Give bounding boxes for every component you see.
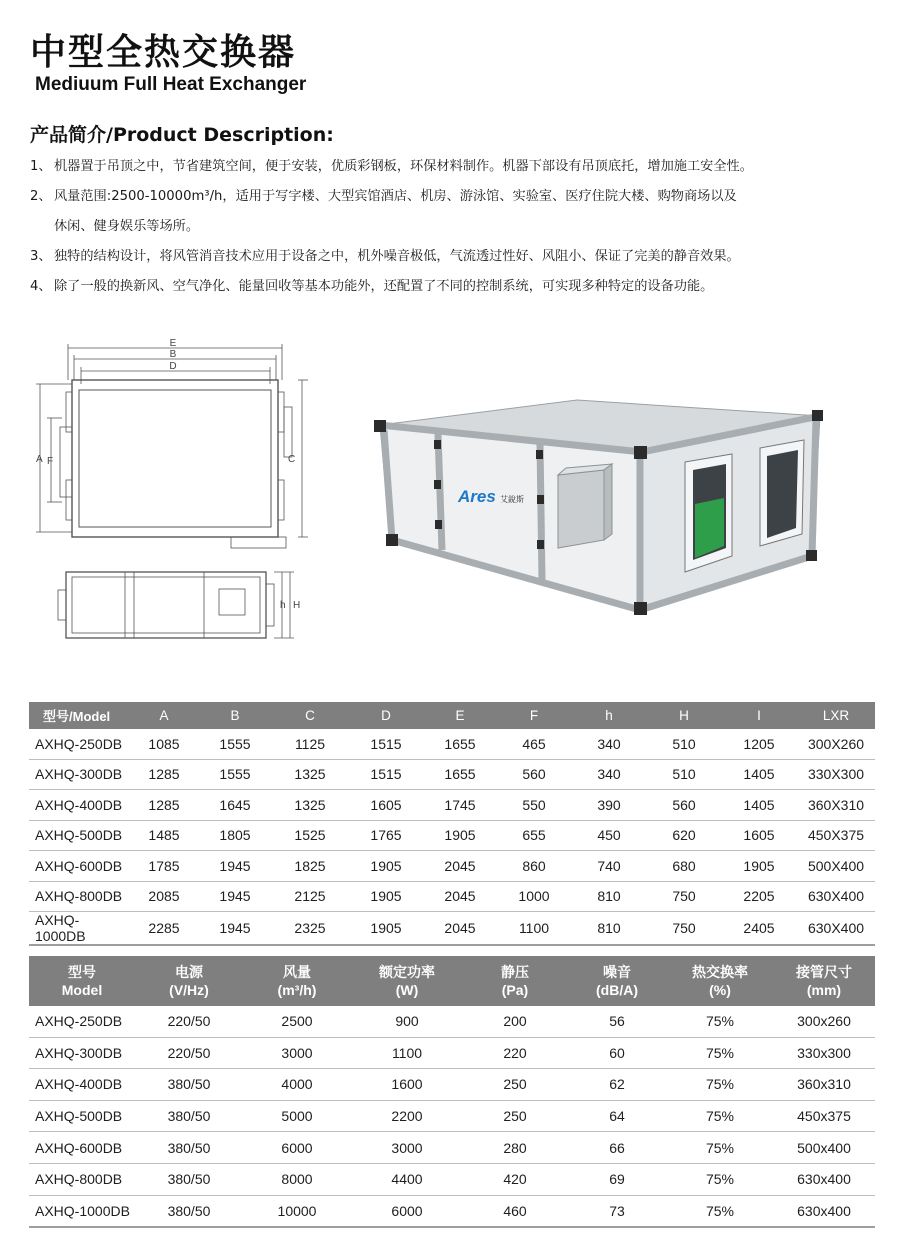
value-cell: 1745 [423, 790, 497, 821]
value-cell: 1945 [199, 912, 271, 946]
value-cell: 390 [571, 790, 647, 821]
model-cell: AXHQ-400DB [29, 790, 129, 821]
value-cell: 220 [463, 1037, 567, 1069]
header-cell-cn: 静压 [501, 964, 529, 980]
model-cell: AXHQ-300DB [29, 759, 129, 790]
table-row [29, 912, 875, 946]
value-cell: 2045 [423, 912, 497, 946]
value-cell: 1555 [199, 759, 271, 790]
value-cell: 1605 [349, 790, 423, 821]
value-cell: 380/50 [135, 1132, 243, 1164]
header-cell: B [199, 702, 271, 729]
header-cell-unit: (V/Hz) [169, 982, 209, 998]
value-cell: 630x400 [773, 1195, 875, 1227]
value-cell: 2285 [129, 912, 199, 946]
header-cell: h [571, 702, 647, 729]
value-cell: 3000 [243, 1037, 351, 1069]
header-cell: 型号/Model [29, 702, 129, 729]
table-row [29, 881, 875, 912]
table-row [29, 1069, 875, 1101]
value-cell: 1805 [199, 820, 271, 851]
performance-table [29, 956, 875, 1228]
value-cell: 4400 [351, 1163, 463, 1195]
table-row [29, 851, 875, 882]
header-cell-unit: (dB/A) [596, 982, 638, 998]
header-cell-unit: (Pa) [501, 982, 529, 998]
value-cell: 750 [647, 912, 721, 946]
header-cell-cn: 接管尺寸 [796, 964, 852, 980]
table-row [29, 790, 875, 821]
header-cell-unit: (mm) [806, 982, 842, 998]
value-cell: 2085 [129, 881, 199, 912]
table-row [29, 1163, 875, 1195]
value-cell: 380/50 [135, 1100, 243, 1132]
table-row [29, 820, 875, 851]
model-cell: AXHQ-250DB [29, 1006, 135, 1037]
value-cell: 5000 [243, 1100, 351, 1132]
table-row [29, 1132, 875, 1164]
value-cell: 330x300 [773, 1037, 875, 1069]
header-cell [773, 956, 875, 1006]
model-cell: AXHQ-800DB [29, 1163, 135, 1195]
value-cell: 75% [667, 1195, 773, 1227]
model-cell: AXHQ-250DB [29, 729, 129, 759]
value-cell: 1655 [423, 759, 497, 790]
value-cell: 75% [667, 1006, 773, 1037]
value-cell: 1525 [271, 820, 349, 851]
dim-label-a: A [36, 454, 43, 465]
value-cell: 75% [667, 1069, 773, 1101]
dim-label-d: D [169, 361, 177, 372]
value-cell: 420 [463, 1163, 567, 1195]
value-cell: 1655 [423, 729, 497, 759]
model-cell: AXHQ-1000DB [29, 1195, 135, 1227]
header-cell-cn: 额定功率 [379, 964, 435, 980]
value-cell: 1600 [351, 1069, 463, 1101]
description-item: 2、 风量范围:2500-10000m³/h，适用于写字楼、大型宾馆酒店、机房、游泳馆、实验室、医疗住院大楼、购物商场以及 休闲、健身娱乐等场所。 [30, 189, 737, 234]
value-cell: 280 [463, 1132, 567, 1164]
header-cell-unit: Model [61, 982, 103, 998]
value-cell: 680 [647, 851, 721, 882]
value-cell: 1945 [199, 881, 271, 912]
value-cell: 1905 [423, 820, 497, 851]
model-cell: AXHQ-600DB [29, 1132, 135, 1164]
model-cell: AXHQ-500DB [29, 1100, 135, 1132]
value-cell: 1905 [721, 851, 797, 882]
value-cell: 2405 [721, 912, 797, 946]
model-cell: AXHQ-300DB [29, 1037, 135, 1069]
value-cell: 360X310 [797, 790, 875, 821]
value-cell: 510 [647, 729, 721, 759]
header-cell: I [721, 702, 797, 729]
value-cell: 630X400 [797, 912, 875, 946]
description-item: 4、 除了一般的换新风、空气净化、能量回收等基本功能外，还配置了不同的控制系统，可实现多种特定的设备功能。 [30, 279, 714, 294]
header-cell: E [423, 702, 497, 729]
value-cell: 1325 [271, 759, 349, 790]
value-cell: 75% [667, 1163, 773, 1195]
value-cell: 450x375 [773, 1100, 875, 1132]
value-cell: 340 [571, 759, 647, 790]
value-cell: 460 [463, 1195, 567, 1227]
value-cell: 69 [567, 1163, 667, 1195]
value-cell: 465 [497, 729, 571, 759]
header-cell: H [647, 702, 721, 729]
value-cell: 810 [571, 912, 647, 946]
value-cell: 56 [567, 1006, 667, 1037]
value-cell: 1285 [129, 790, 199, 821]
header-cell [135, 956, 243, 1006]
header-cell-unit: (W) [395, 982, 419, 998]
dim-label-e: E [169, 338, 177, 349]
value-cell: 1485 [129, 820, 199, 851]
value-cell: 1325 [271, 790, 349, 821]
value-cell: 300x260 [773, 1006, 875, 1037]
value-cell: 630x400 [773, 1163, 875, 1195]
header-cell-cn: 热交换率 [692, 964, 748, 980]
value-cell: 500x400 [773, 1132, 875, 1164]
value-cell: 450 [571, 820, 647, 851]
header-cell [463, 956, 567, 1006]
performance-table-header [29, 956, 875, 1006]
value-cell: 1825 [271, 851, 349, 882]
header-cell [667, 956, 773, 1006]
value-cell: 1785 [129, 851, 199, 882]
value-cell: 6000 [243, 1132, 351, 1164]
dimension-table [29, 702, 875, 946]
value-cell: 380/50 [135, 1195, 243, 1227]
header-cell-cn: 风量 [283, 964, 311, 980]
value-cell: 1765 [349, 820, 423, 851]
table-row [29, 729, 875, 759]
value-cell: 75% [667, 1100, 773, 1132]
value-cell: 655 [497, 820, 571, 851]
value-cell: 1125 [271, 729, 349, 759]
value-cell: 630X400 [797, 881, 875, 912]
dimension-table-header [29, 702, 875, 729]
value-cell: 1905 [349, 851, 423, 882]
value-cell: 1515 [349, 759, 423, 790]
header-cell-cn: 电源 [175, 964, 203, 980]
table-row [29, 1037, 875, 1069]
value-cell: 1085 [129, 729, 199, 759]
header-cell: D [349, 702, 423, 729]
value-cell: 3000 [351, 1132, 463, 1164]
table-row [29, 1006, 875, 1037]
value-cell: 10000 [243, 1195, 351, 1227]
value-cell: 2045 [423, 851, 497, 882]
page-title-cn: 中型全热交换器 [30, 32, 297, 73]
value-cell: 2200 [351, 1100, 463, 1132]
table-row [29, 1195, 875, 1227]
header-cell: A [129, 702, 199, 729]
table-row [29, 1100, 875, 1132]
value-cell: 1905 [349, 912, 423, 946]
value-cell: 75% [667, 1037, 773, 1069]
value-cell: 500X400 [797, 851, 875, 882]
value-cell: 62 [567, 1069, 667, 1101]
value-cell: 250 [463, 1069, 567, 1101]
value-cell: 73 [567, 1195, 667, 1227]
value-cell: 220/50 [135, 1006, 243, 1037]
value-cell: 8000 [243, 1163, 351, 1195]
value-cell: 450X375 [797, 820, 875, 851]
value-cell: 750 [647, 881, 721, 912]
header-cell: C [271, 702, 349, 729]
model-cell: AXHQ-800DB [29, 881, 129, 912]
value-cell: 64 [567, 1100, 667, 1132]
value-cell: 1605 [721, 820, 797, 851]
description-item: 3、 独特的结构设计，将风管消音技术应用于设备之中，机外噪音极低，气流透过性好、风阻小、保证了完美的静音效果。 [30, 249, 740, 264]
value-cell: 380/50 [135, 1163, 243, 1195]
brand-logo-cn: 艾銳斯 [500, 495, 524, 504]
value-cell: 2500 [243, 1006, 351, 1037]
value-cell: 860 [497, 851, 571, 882]
model-cell: AXHQ-1000DB [29, 912, 129, 946]
value-cell: 330X300 [797, 759, 875, 790]
value-cell: 2045 [423, 881, 497, 912]
value-cell: 6000 [351, 1195, 463, 1227]
header-cell [29, 956, 135, 1006]
value-cell: 900 [351, 1006, 463, 1037]
value-cell: 1945 [199, 851, 271, 882]
header-cell [567, 956, 667, 1006]
value-cell: 1555 [199, 729, 271, 759]
value-cell: 1515 [349, 729, 423, 759]
header-cell-unit: (m³/h) [277, 982, 317, 998]
product-photo [372, 380, 832, 620]
header-cell-unit: (%) [709, 982, 731, 998]
value-cell: 1205 [721, 729, 797, 759]
value-cell: 2325 [271, 912, 349, 946]
header-cell-cn: 型号 [68, 964, 96, 980]
header-cell-cn: 噪音 [603, 964, 631, 980]
dim-label-h-large: H [293, 600, 301, 611]
value-cell: 1645 [199, 790, 271, 821]
header-cell: LXR [797, 702, 875, 729]
dim-label-h-small: h [280, 600, 286, 611]
value-cell: 550 [497, 790, 571, 821]
header-cell: F [497, 702, 571, 729]
value-cell: 300X260 [797, 729, 875, 759]
value-cell: 1000 [497, 881, 571, 912]
value-cell: 220/50 [135, 1037, 243, 1069]
description-list [30, 152, 870, 302]
header-cell [351, 956, 463, 1006]
value-cell: 740 [571, 851, 647, 882]
description-heading: 产品简介/Product Description: [30, 124, 334, 146]
value-cell: 510 [647, 759, 721, 790]
value-cell: 1285 [129, 759, 199, 790]
value-cell: 75% [667, 1132, 773, 1164]
value-cell: 380/50 [135, 1069, 243, 1101]
dim-label-b: B [169, 349, 177, 360]
dimension-drawing [26, 332, 326, 662]
value-cell: 620 [647, 820, 721, 851]
dim-label-c: C [288, 454, 296, 465]
value-cell: 560 [647, 790, 721, 821]
value-cell: 1405 [721, 759, 797, 790]
header-cell [243, 956, 351, 1006]
value-cell: 810 [571, 881, 647, 912]
value-cell: 560 [497, 759, 571, 790]
value-cell: 66 [567, 1132, 667, 1164]
model-cell: AXHQ-400DB [29, 1069, 135, 1101]
model-cell: AXHQ-600DB [29, 851, 129, 882]
page-title-en: Mediuum Full Heat Exchanger [35, 74, 307, 95]
value-cell: 1100 [497, 912, 571, 946]
description-item: 1、 机器置于吊顶之中，节省建筑空间，便于安装，优质彩钢板，环保材料制作。机器下部设有吊顶底托，增加施工安全性。 [30, 159, 753, 174]
table-row [29, 759, 875, 790]
value-cell: 2205 [721, 881, 797, 912]
model-cell: AXHQ-500DB [29, 820, 129, 851]
value-cell: 1405 [721, 790, 797, 821]
value-cell: 1100 [351, 1037, 463, 1069]
value-cell: 60 [567, 1037, 667, 1069]
brand-logo-text: Ares [458, 487, 496, 506]
value-cell: 250 [463, 1100, 567, 1132]
value-cell: 1905 [349, 881, 423, 912]
value-cell: 200 [463, 1006, 567, 1037]
value-cell: 340 [571, 729, 647, 759]
value-cell: 360x310 [773, 1069, 875, 1101]
dim-label-f: F [47, 456, 54, 467]
value-cell: 2125 [271, 881, 349, 912]
value-cell: 4000 [243, 1069, 351, 1101]
